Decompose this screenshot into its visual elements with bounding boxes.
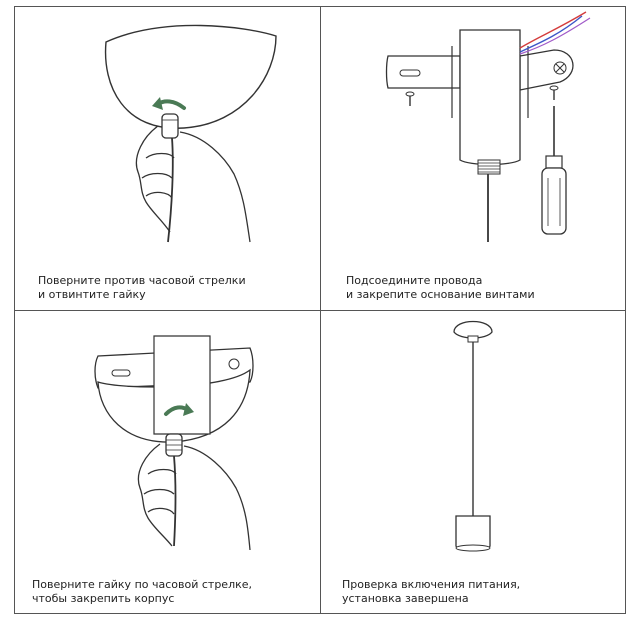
step-2-caption-line-1: Подсоедините провода — [346, 274, 483, 287]
step-1-caption-line-2: и отвинтите гайку — [38, 288, 146, 301]
step-1-caption-line-1: Поверните против часовой стрелки — [38, 274, 246, 287]
step-4-caption-line-2: установка завершена — [342, 592, 469, 605]
horizontal-divider — [14, 310, 626, 311]
step-2-caption-line-2: и закрепите основание винтами — [346, 288, 535, 301]
step-3-caption-line-2: чтобы закрепить корпус — [32, 592, 175, 605]
step-4-caption-line-1: Проверка включения питания, — [342, 578, 521, 591]
step-3-caption-line-1: Поверните гайку по часовой стрелке, — [32, 578, 253, 591]
